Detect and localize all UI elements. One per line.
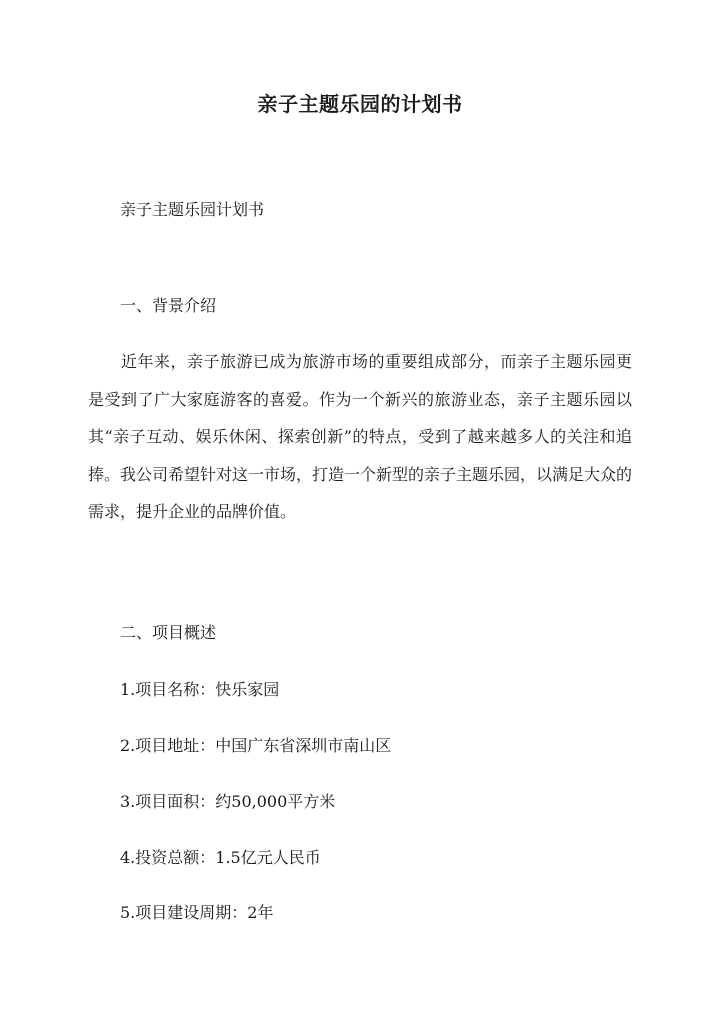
overview-item-address: 2.项目地址：中国广东省深圳市南山区 xyxy=(120,736,392,755)
overview-item-area: 3.项目面积：约50,000平方米 xyxy=(120,792,336,811)
overview-item-name: 1.项目名称：快乐家园 xyxy=(120,680,280,699)
document-subtitle: 亲子主题乐园计划书 xyxy=(120,200,265,219)
section-heading-background: 一、背景介绍 xyxy=(120,296,217,315)
section-heading-overview: 二、项目概述 xyxy=(120,623,217,642)
overview-item-period: 5.项目建设周期：2年 xyxy=(120,903,274,922)
document-title: 亲子主题乐园的计划书 xyxy=(257,92,463,116)
overview-item-investment: 4.投资总额：1.5亿元人民币 xyxy=(120,848,321,867)
background-paragraph: 近年来，亲子旅游已成为旅游市场的重要组成部分，而亲子主题乐园更是受到了广大家庭游客的喜爱。作为一个新兴的旅游业态，亲子主题乐园以其“亲子互动、娱乐休闲、探索创新”的特点，受到了越来越多人的关注和追捧。我公司希望针对这一市场，打造一个新型的亲子主题乐园，以满足大众的需求，提升企业的品牌价值。 xyxy=(88,352,633,521)
